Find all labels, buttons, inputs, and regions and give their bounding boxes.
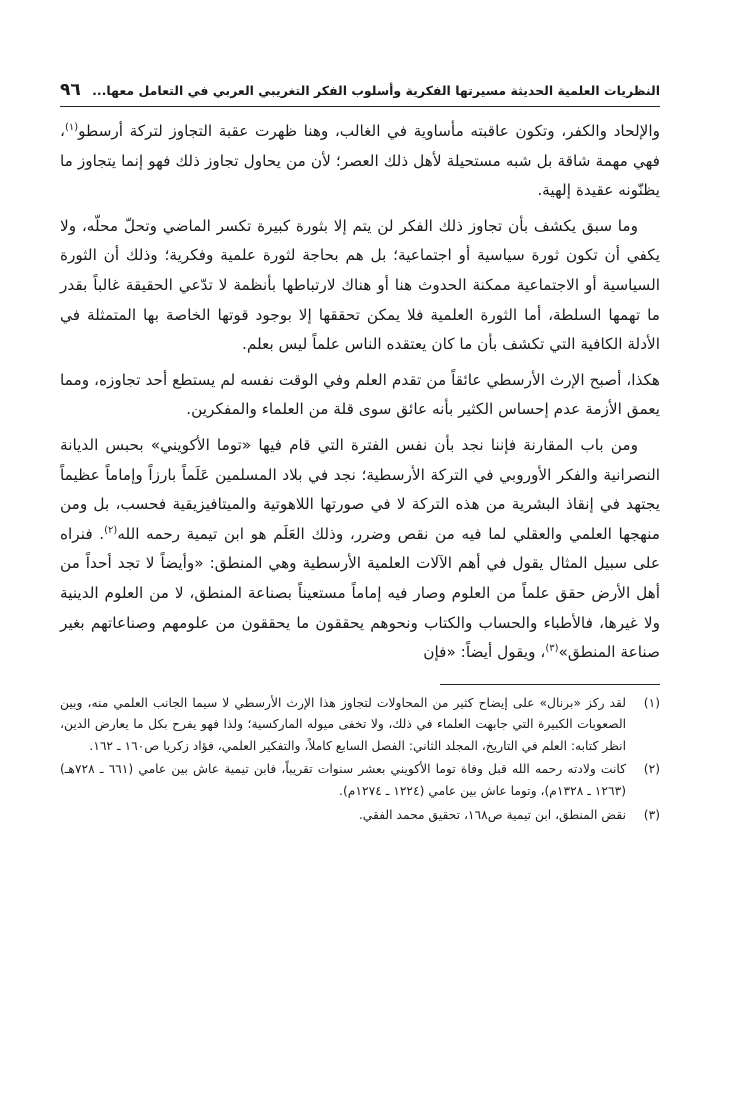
- footnote-ref[interactable]: (٣): [545, 643, 559, 654]
- footnote-text: نقض المنطق، ابن تيمية ص١٦٨، تحقيق محمد الفقي.: [358, 807, 626, 822]
- paragraph: والإلحاد والكفر، وتكون عاقبته مأساوية في الغالب، وهنا ظهرت عقبة التجاوز لتركة أرسطو$^{(١)}$، فهي مهمة شاقة بل شبه مستحيلة لأهل ذلك العصر؛ لأن من يحاول تجاوز ذلك فهو إنما يتجاوز ما يظنّونه عقيدة إلهية.: [60, 121, 660, 200]
- footnote-ref[interactable]: (١): [64, 121, 79, 133]
- footnote-text: كانت ولادته رحمه الله قبل وفاة توما الأكويني بعشر سنوات تقريباً، فابن تيمية عاش بين عامي (٦٦١ ـ ٧٢٨هـ) (١٢٦٣ ـ ١٣٢٨م)، وتوما عاش بين عامي (١٢٢٤ ـ ١٢٧٤م).: [60, 762, 627, 799]
- running-title: النظريات العلمية الحديثة مسيرتها الفكرية وأسلوب الفكر التغريبي العربي في التعامل معها...: [92, 83, 660, 98]
- footnote-separator: [440, 684, 660, 685]
- footnote-number: (٣): [643, 807, 660, 822]
- paragraph: ومن باب المقارنة فإننا نجد بأن نفس الفترة التي قام فيها «توما الأكويني» بحبس الديانة النصرانية والفكر الأوروبي في التركة الأرسطية؛ نجد في بلاد المسلمين عَلَماً بارزاً وإماماً عظيماً يجتهد في إنقاذ البشرية من هذه التركة لا في صورتها اللاهوتية والميتافيزيقية فحسب، بل ومن منهجها العلمي والعقلي لما فيه من نقص وضرر، وذلك العَلَم هو ابن تيمية رحمه الله$^{(٢)}$. فنراه على سبيل المثال يقول في أهم الآلات العلمية الأرسطية وهي المنطق: «وأيضاً لا تجد أحداً من أهل الأرض حقق علماً من العلوم وصار فيه إماماً مستعيناً بصناعة المنطق، لا من العلوم الدينية ولا غيرها، فالأطباء والحساب والكتاب ونحوهم يحققون ما يحققون من علومهم وصناعاتهم بغير صناعة المنطق»$^{(٣)}$، ويقول أيضاً: «فإن: [60, 435, 660, 662]
- footnote-text: لقد ركز «برنال» على إيضاح كثير من المحاولات لتجاوز هذا الإرث الأرسطي لا سيما الجانب العلمي منه، وبين الصعوبات الكبيرة التي جابهت العلماء في ذلك، ولا تخفى ميوله الماركسية؛ ولذا فهو يفرح بكل ما يعارض الدين، انظر كتابه: العلم في التاريخ، المجلد الثاني: الفصل السابع كاملاً، والتفكير العلمي، فؤاد زكريا ص١٦٠ ـ ١٦٢.: [60, 695, 626, 753]
- footnote: [60, 759, 660, 802]
- footnote: [60, 805, 660, 827]
- footnote-number: (٢): [643, 762, 660, 777]
- footnotes: [60, 693, 660, 827]
- footnote-number: (١): [643, 695, 660, 710]
- page-number: ٩٦: [60, 80, 81, 100]
- paragraph: وما سبق يكشف بأن تجاوز ذلك الفكر لن يتم إلا بثورة كبيرة تكسر الماضي وتحلّ محلّه، ولا يكفي أن تكون ثورة سياسية أو اجتماعية؛ بل هم بحاجة لثورة علمية وفكرية؛ وذلك أن الثورة السياسية أو الاجتماعية ممكنة الحدوث هنا أو هناك لارتباطها بأنظمة لا تدّعي الحقيقة غالباً بقدر ما تهمها السلطة، أما الثورة العلمية فلا يمكن تحققها إلا بوجود قوتها الخاصة بها المتمثلة في الأدلة الكافية التي تكشف بأن ما كان يعتقده الناس علماً ليس بعلم.: [60, 216, 660, 354]
- footnote-ref[interactable]: (٢): [104, 524, 118, 536]
- book-page: [60, 80, 660, 828]
- running-header: [60, 80, 660, 107]
- body-text: [60, 117, 660, 668]
- footnote: [60, 693, 660, 758]
- paragraph: هكذا، أصبح الإرث الأرسطي عائقاً من تقدم العلم وفي الوقت نفسه لم يستطع أحد تجاوزه، ومما يعمق الأزمة عدم إحساس الكثير بأنه عائق سوى قلة من العلماء والمفكرين.: [60, 370, 660, 419]
